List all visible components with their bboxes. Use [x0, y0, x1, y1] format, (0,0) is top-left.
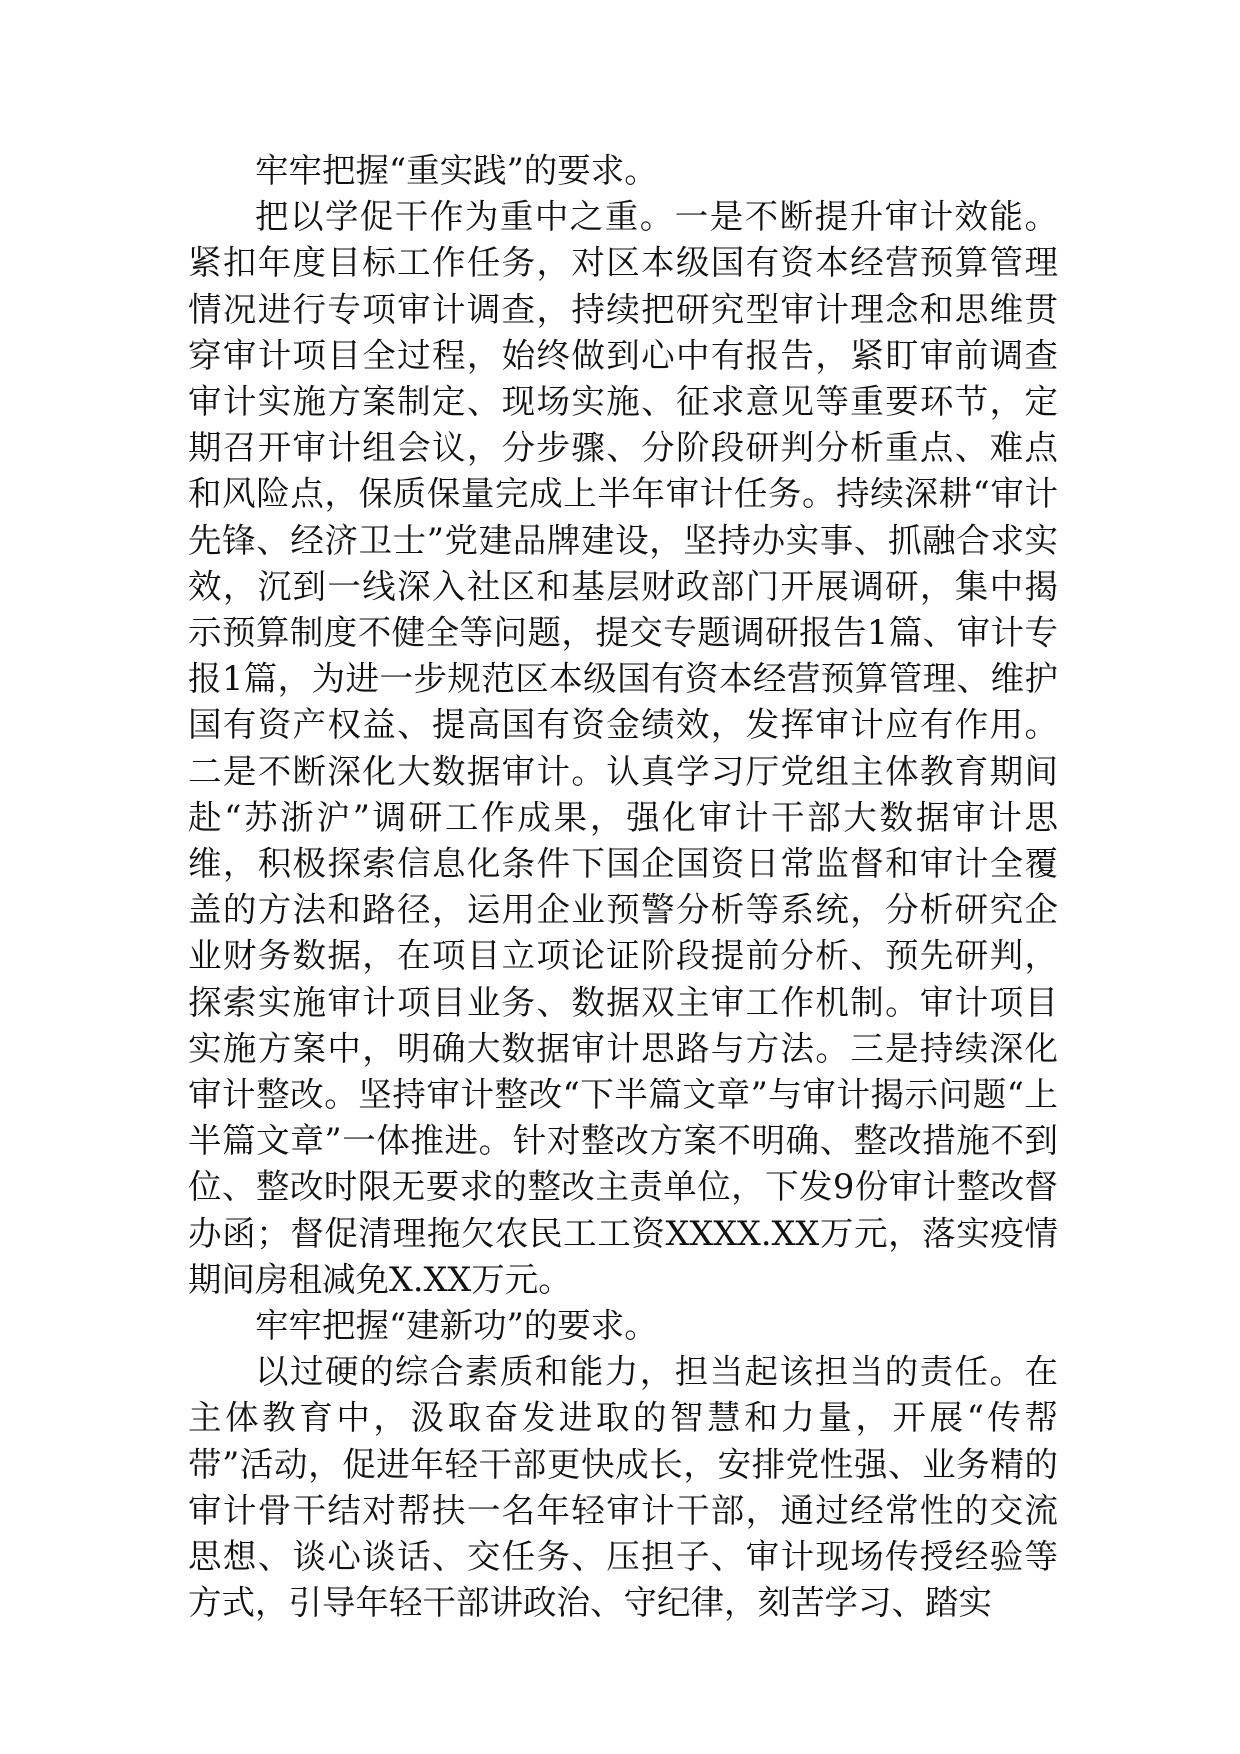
- section-heading-new-merit: 牢牢把握“建新功”的要求。: [255, 1306, 658, 1346]
- body-paragraph-new-merit: 以过硬的综合素质和能力，担当起该担当的责任。在主体教育中，汲取奋发进取的智慧和力量，开展“传帮带”活动，促进年轻干部更快成长，安排党性强、业务精的审计骨干结对帮扶一名年轻审计干部，通过经常性的交流思想、谈心谈话、交任务、压担子、审计现场传授经验等方式，引导年轻干部讲政治、守纪律，刻苦学习、踏实: [188, 1352, 1058, 1623]
- document-page: [188, 148, 1058, 1627]
- section-heading-practice: 牢牢把握“重实践”的要求。: [255, 151, 658, 190]
- body-paragraph-practice: 把以学促干作为重中之重。一是不断提升审计效能。紧扣年度目标工作任务，对区本级国有资本经营预算管理情况进行专项审计调查，持续把研究型审计理念和思维贯穿审计项目全过程，始终做到心中有报告，紧盯审前调查审计实施方案制定、现场实施、征求意见等重要环节，定期召开审计组会议，分步骤、分阶段研判分析重点、难点和风险点，保质保量完成上半年审计任务。持续深耕“审计先锋、经济卫士”党建品牌建设，坚持办实事、抓融合求实效，沉到一线深入社区和基层财政部门开展调研，集中揭示预算制度不健全等问题，提交专题调研报告1篇、审计专报1篇，为进一步规范区本级国有资本经营预算管理、维护国有资产权益、提高国有资金绩效，发挥审计应有作用。二是不断深化大数据审计。认真学习厅党组主体教育期间赴“苏浙沪”调研工作成果，强化审计干部大数据审计思维，积极探索信息化条件下国企国资日常监督和审计全覆盖的方法和路径，运用企业预警分析等系统，分析研究企业财务数据，在项目立项论证阶段提前分析、预先研判，探索实施审计项目业务、数据双主审工作机制。审计项目实施方案中，明确大数据审计思路与方法。三是持续深化审计整改。坚持审计整改“下半篇文章”与审计揭示问题“上半篇文章”一体推进。针对整改方案不明确、整改措施不到位、整改时限无要求的整改主责单位，下发9份审计整改督办函；督促清理拖欠农民工工资XXXX.XX万元，落实疫情期间房租减免X.XX万元。: [188, 197, 1058, 1299]
